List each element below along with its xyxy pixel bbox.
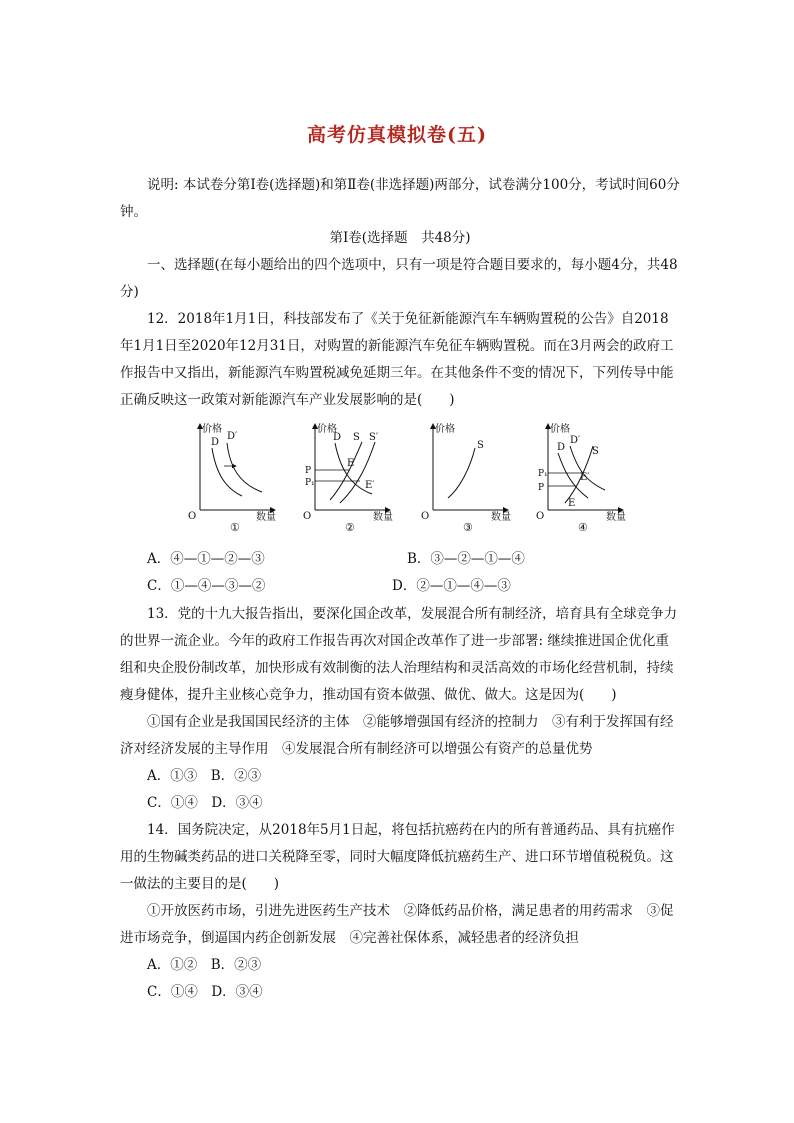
origin-label: O bbox=[303, 511, 312, 522]
p-label: P bbox=[305, 466, 312, 476]
quantity-label: 数量 bbox=[606, 512, 626, 523]
question-12-graphs bbox=[180, 418, 660, 543]
question-13-option-row-1[interactable]: A．①③ B．②③ bbox=[147, 768, 262, 784]
option-c[interactable]: C．①—④—③—② bbox=[147, 578, 266, 594]
supply-curve bbox=[448, 448, 475, 498]
price-label: 价格 bbox=[550, 424, 570, 435]
s-label: S bbox=[353, 432, 360, 443]
graph-4-caption: ④ bbox=[578, 521, 588, 534]
demand-curve-shifted bbox=[227, 443, 262, 492]
option-d[interactable]: D．②—①—④—③ bbox=[392, 578, 511, 594]
origin-label: O bbox=[536, 511, 545, 522]
exam-instructions: 说明: 本试卷分第Ⅰ卷(选择题)和第Ⅱ卷(非选择题)两部分，试卷满分100分，考试时间60分钟。 bbox=[120, 177, 680, 220]
price-label: 价格 bbox=[202, 424, 222, 435]
graph-2 bbox=[303, 422, 393, 534]
e-label: E bbox=[568, 498, 576, 509]
d-label: D bbox=[557, 442, 566, 453]
p1-label: P₁ bbox=[305, 478, 315, 488]
supply-curve bbox=[330, 442, 362, 500]
p-label: P bbox=[538, 483, 545, 493]
question-13-stem: 13．党的十九大报告指出，要深化国企改革，发展混合所有制经济，培育具有全球竞争力的世界一流企业。今年的政府工作报告再次对国企改革作了进一步部署: 继续推进国企优化重组和央企股份制改革，加快形成有效制衡的法人治理结构和灵活高效的市场化经营机制，持续瘦身健体，提升主业核心竞争力，推动国有资本做强、做优、做大。这是因为( ) bbox=[120, 606, 678, 703]
d-prime-label: D′ bbox=[570, 435, 581, 446]
graph-3-caption: ③ bbox=[463, 521, 473, 534]
graph-4 bbox=[536, 422, 626, 534]
origin-label: O bbox=[421, 511, 430, 522]
question-13-option-row-2[interactable]: C．①④ D．③④ bbox=[147, 795, 263, 811]
graph-3 bbox=[421, 422, 511, 534]
d-label: D bbox=[333, 432, 342, 443]
e-prime-label: E′ bbox=[580, 472, 590, 483]
e-label: E bbox=[347, 458, 355, 469]
price-label: 价格 bbox=[317, 424, 337, 435]
choice-instructions: 一、选择题(在每小题给出的四个选项中，只有一项是符合题目要求的，每小题4分，共48分) bbox=[120, 257, 678, 300]
quantity-label: 数量 bbox=[373, 512, 393, 523]
e-prime-label: E′ bbox=[365, 480, 375, 491]
question-14-items: ①开放医药市场，引进先进医药生产技术 ②降低药品价格，满足患者的用药需求 ③促进市场竞争，倒逼国内药企创新发展 ④完善社保体系，减轻患者的经济负担 bbox=[120, 903, 674, 946]
d-prime-label: D′ bbox=[227, 431, 238, 442]
graphs-svg bbox=[180, 418, 660, 543]
s-label: S bbox=[477, 440, 484, 451]
quantity-label: 数量 bbox=[491, 512, 511, 523]
question-14-stem: 14．国务院决定，从2018年5月1日起，将包括抗癌药在内的所有普通药品、具有抗癌作用的生物碱类药品的进口关税降至零，同时大幅度降低抗癌药生产、进口环节增值税税负。这一做法的主要目的是( ) bbox=[120, 822, 675, 892]
graph-1 bbox=[188, 422, 276, 534]
origin-label: O bbox=[188, 511, 197, 522]
question-14-option-row-2[interactable]: C．①④ D．③④ bbox=[147, 984, 263, 1000]
graph-2-caption: ② bbox=[345, 521, 355, 534]
question-12-stem: 12．2018年1月1日，科技部发布了《关于免征新能源汽车车辆购置税的公告》自2018年1月1日至2020年12月31日，对购置的新能源汽车免征车辆购置税。而在3月两会的政府工作报告中又指出，新能源汽车购置税减免延期三年。在其他条件不变的情况下，下列传导中能正确反映这一政策对新能源汽车产业发展影响的是( ) bbox=[120, 311, 674, 408]
quantity-label: 数量 bbox=[256, 512, 276, 523]
option-a[interactable]: A．④—①—②—③ bbox=[147, 551, 265, 567]
s-prime-label: S′ bbox=[369, 432, 379, 443]
d-label: D bbox=[211, 437, 220, 448]
page-title: 高考仿真模拟卷(五) bbox=[307, 124, 487, 146]
p1-label: P₁ bbox=[538, 469, 548, 479]
s-label: S bbox=[592, 446, 599, 457]
option-b[interactable]: B．③—②—①—④ bbox=[407, 551, 525, 567]
question-14-option-row-1[interactable]: A．①② B．②③ bbox=[147, 957, 262, 973]
question-12-options-row-2 bbox=[147, 573, 667, 600]
graph-1-caption: ① bbox=[230, 521, 240, 534]
question-12-options-row-1 bbox=[147, 546, 667, 573]
section-heading: 第Ⅰ卷(选择题 共48分) bbox=[329, 230, 471, 246]
question-13-items: ①国有企业是我国国民经济的主体 ②能够增强国有经济的控制力 ③有利于发挥国有经济对经济发展的主导作用 ④发展混合所有制经济可以增强公有资产的总量优势 bbox=[120, 714, 674, 757]
demand-curve bbox=[212, 448, 242, 496]
price-label: 价格 bbox=[435, 424, 455, 435]
demand-curve-shifted bbox=[570, 446, 605, 490]
